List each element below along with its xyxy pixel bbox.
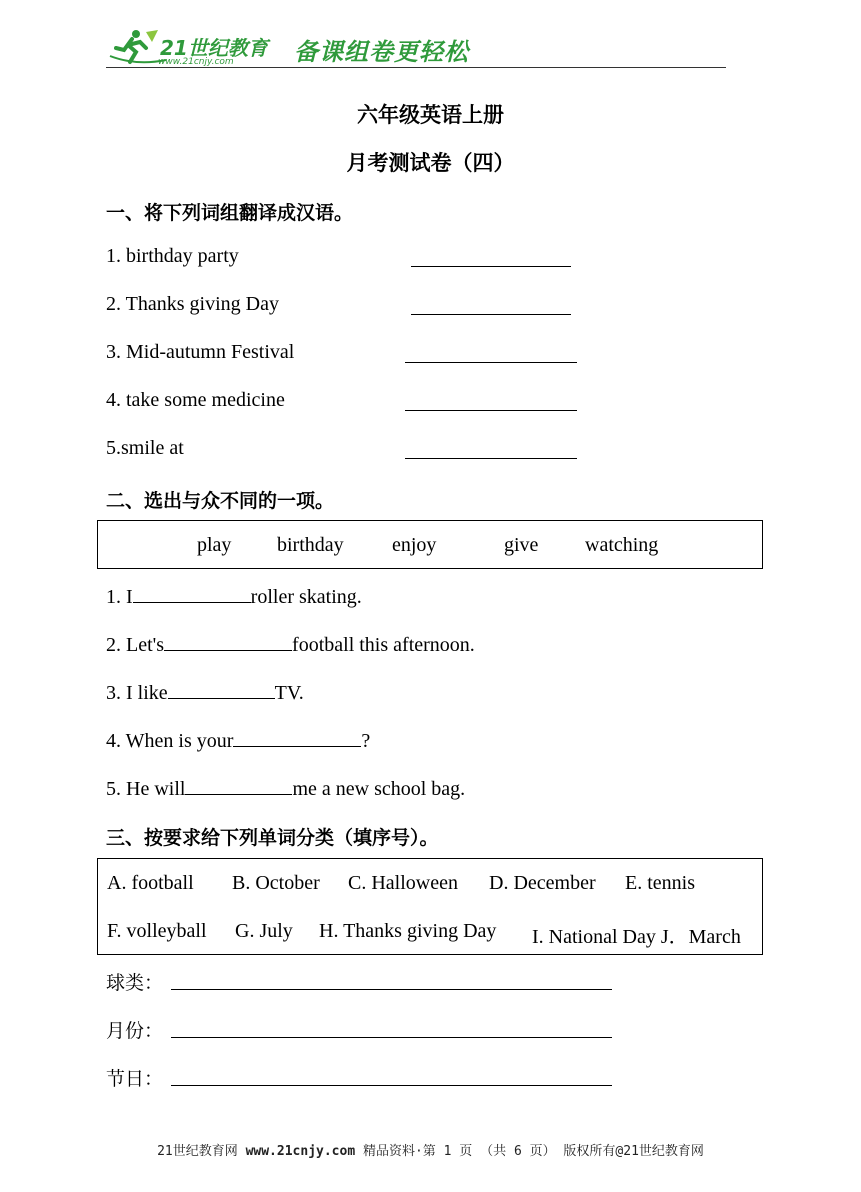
s2-item-4 xyxy=(106,726,370,753)
word-option: G. July xyxy=(235,920,293,942)
category-festivals-answer[interactable] xyxy=(171,1085,612,1086)
word-option: B. October xyxy=(232,872,320,894)
header-rule xyxy=(106,67,726,68)
s1-item-4: 4. take some medicine xyxy=(106,389,285,411)
word-option: F. volleyball xyxy=(107,920,207,942)
word-option: E. tennis xyxy=(625,872,695,894)
word-option: H. Thanks giving Day xyxy=(319,920,497,942)
s1-item-5: 5.smile at xyxy=(106,437,184,459)
category-balls-label: 球类： xyxy=(106,972,164,994)
s2-blank-5[interactable] xyxy=(185,774,292,795)
category-festivals-label: 节日： xyxy=(106,1068,164,1090)
s2-item-3-before: 3. I like xyxy=(106,682,168,704)
page-subtitle: 月考测试卷（四） xyxy=(346,151,515,175)
word-option: C. Halloween xyxy=(348,872,458,894)
s1-item-3: 3. Mid-autumn Festival xyxy=(106,341,295,363)
s1-answer-2[interactable] xyxy=(411,314,571,315)
s2-item-4-after: ? xyxy=(361,730,371,752)
s2-item-2 xyxy=(106,630,475,657)
word-bank-item: birthday xyxy=(277,534,344,556)
word-option: A. football xyxy=(107,872,194,894)
s1-answer-1[interactable] xyxy=(411,266,571,267)
s2-item-5-before: 5. He will xyxy=(106,778,186,800)
word-bank-item: give xyxy=(504,534,539,556)
category-months-answer[interactable] xyxy=(171,1037,612,1038)
section2-heading: 二、选出与众不同的一项。 xyxy=(106,490,335,512)
s1-answer-4[interactable] xyxy=(405,410,577,411)
logo-url: www.21cnjy.com xyxy=(158,57,234,67)
s2-item-3 xyxy=(106,678,304,705)
word-bank-item: enjoy xyxy=(392,534,437,556)
footer-site-link[interactable]: www.21cnjy.com xyxy=(245,1144,356,1159)
s2-blank-3[interactable] xyxy=(168,678,275,699)
footer-prefix: 21世纪教育网 xyxy=(157,1144,238,1159)
s2-item-4-before: 4. When is your xyxy=(106,730,234,752)
s2-blank-4[interactable] xyxy=(233,726,361,747)
category-months-label: 月份： xyxy=(106,1020,164,1042)
word-bank-item: play xyxy=(197,534,232,556)
word-bank-box xyxy=(97,520,763,569)
s2-item-5 xyxy=(106,774,465,801)
section1-heading: 一、将下列词组翻译成汉语。 xyxy=(106,202,354,224)
s2-item-1-before: 1. I xyxy=(106,586,133,608)
footer-suffix: 精品资料·第 1 页 （共 6 页） 版权所有@21世纪教育网 xyxy=(362,1144,704,1159)
category-balls-answer[interactable] xyxy=(171,989,612,990)
logo-text: 21世纪教育 xyxy=(160,36,268,60)
s2-item-2-after: football this afternoon. xyxy=(292,634,475,656)
s2-blank-1[interactable] xyxy=(133,582,251,603)
s2-item-2-before: 2. Let's xyxy=(106,634,165,656)
s2-item-1-after: roller skating. xyxy=(250,586,362,608)
s1-item-1: 1. birthday party xyxy=(106,245,239,267)
word-option: I. National Day J．March xyxy=(532,926,741,948)
s2-item-5-after: me a new school bag. xyxy=(292,778,466,800)
slogan: 备课组卷更轻松 xyxy=(294,38,469,66)
page-footer xyxy=(0,1140,861,1159)
page-title: 六年级英语上册 xyxy=(357,103,504,127)
word-option: D. December xyxy=(489,872,596,894)
word-bank-item: watching xyxy=(585,534,659,556)
s1-answer-3[interactable] xyxy=(405,362,577,363)
section3-heading: 三、按要求给下列单词分类（填序号）。 xyxy=(106,827,439,849)
s2-item-1 xyxy=(106,582,362,609)
s1-item-2: 2. Thanks giving Day xyxy=(106,293,279,315)
s1-answer-5[interactable] xyxy=(405,458,577,459)
s2-blank-2[interactable] xyxy=(164,630,292,651)
s2-item-3-after: TV. xyxy=(274,682,304,704)
word-list-box xyxy=(97,858,763,955)
